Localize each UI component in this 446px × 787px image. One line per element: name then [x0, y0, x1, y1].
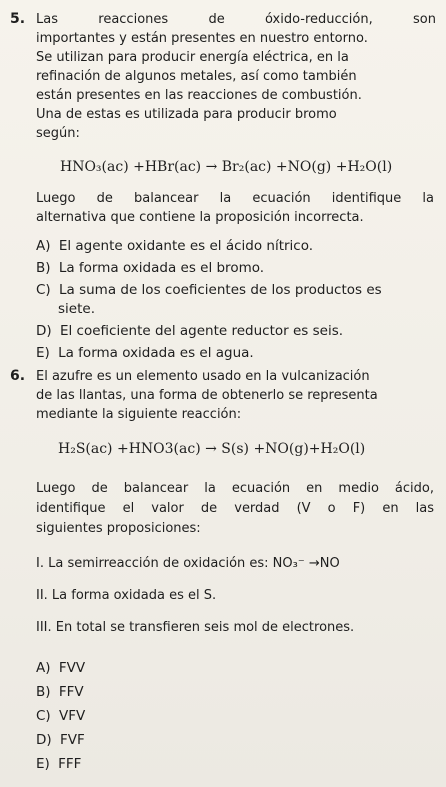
- q5-prompt-1: Luego de balancear la ecuación identifique la: [36, 191, 434, 206]
- q6-prompt-1: Luego de balancear la ecuación en medio ácido,: [36, 481, 434, 496]
- q6-proposition-2: II. La forma oxidada es el S.: [36, 588, 217, 603]
- q5-option-b[interactable]: [36, 260, 264, 276]
- q5-option-d[interactable]: [36, 323, 343, 339]
- q5-equation: HNO₃(ac) +HBr(ac) → Br₂(ac) +NO(g) +H₂O(l): [60, 159, 393, 175]
- q6-line-3: mediante la siguiente reacción:: [36, 407, 242, 422]
- q5-line-7: según:: [36, 126, 80, 141]
- option-text: FVV: [58, 660, 86, 676]
- option-text: La forma oxidada es el agua.: [58, 345, 254, 361]
- q5-option-a[interactable]: [36, 238, 313, 254]
- q6-line-1: El azufre es un elemento usado en la vulcanización: [36, 369, 370, 384]
- q6-option-a[interactable]: [36, 660, 85, 676]
- q5-line-5: están presentes en las reacciones de combustión.: [36, 88, 362, 103]
- option-letter: D): [36, 323, 52, 339]
- q6-option-d[interactable]: [36, 732, 85, 748]
- q6-prompt-3: siguientes proposiciones:: [36, 521, 201, 536]
- q6-option-c[interactable]: [36, 708, 85, 724]
- q6-proposition-3: III. En total se transfieren seis mol de electrones.: [36, 620, 355, 635]
- q6-equation: H₂S(ac) +HNO3(ac) → S(s) +NO(g)+H₂O(l): [58, 441, 366, 457]
- option-letter: E): [36, 756, 50, 772]
- q5-line-6: Una de estas es utilizada para producir bromo: [36, 107, 337, 122]
- option-text: La suma de los coeficientes de los productos es: [59, 282, 382, 298]
- option-text: FFF: [58, 756, 82, 772]
- q5-line-2: importantes y están presentes en nuestro entorno.: [36, 31, 368, 46]
- option-letter: C): [36, 282, 51, 298]
- q6-option-b[interactable]: [36, 684, 84, 700]
- q6-proposition-1: I. La semirreacción de oxidación es: NO₃⁻ →NO: [36, 556, 340, 571]
- q5-option-c[interactable]: [36, 282, 382, 298]
- option-text: FFV: [58, 684, 84, 700]
- q6-number: 6.: [10, 368, 26, 384]
- option-letter: B): [36, 684, 51, 700]
- q5-line-4: refinación de algunos metales, así como también: [36, 69, 357, 84]
- option-letter: E): [36, 345, 50, 361]
- q5-option-e[interactable]: [36, 345, 254, 361]
- q6-option-e[interactable]: [36, 756, 81, 772]
- option-letter: C): [36, 708, 51, 724]
- q5-number: 5.: [10, 11, 26, 27]
- option-letter: B): [36, 260, 51, 276]
- option-text: El coeficiente del agente reductor es seis.: [59, 323, 344, 339]
- q5-line-3: Se utilizan para producir energía eléctrica, en la: [36, 50, 349, 65]
- q6-line-2: de las llantas, una forma de obtenerlo se representa: [36, 388, 378, 403]
- option-text: VFV: [59, 708, 86, 724]
- q6-prompt-2: identifique el valor de verdad (V o F) en las: [36, 501, 434, 516]
- option-letter: D): [36, 732, 52, 748]
- option-text: La forma oxidada es el bromo.: [58, 260, 265, 276]
- q5-option-c-continued: siete.: [58, 301, 95, 317]
- option-text: El agente oxidante es el ácido nítrico.: [58, 238, 314, 254]
- q5-prompt-2: alternativa que contiene la proposición incorrecta.: [36, 210, 364, 225]
- option-letter: A): [36, 238, 51, 254]
- q5-line-1: Las reacciones de óxido-reducción, son: [36, 12, 436, 27]
- option-letter: A): [36, 660, 51, 676]
- option-text: FVF: [59, 732, 85, 748]
